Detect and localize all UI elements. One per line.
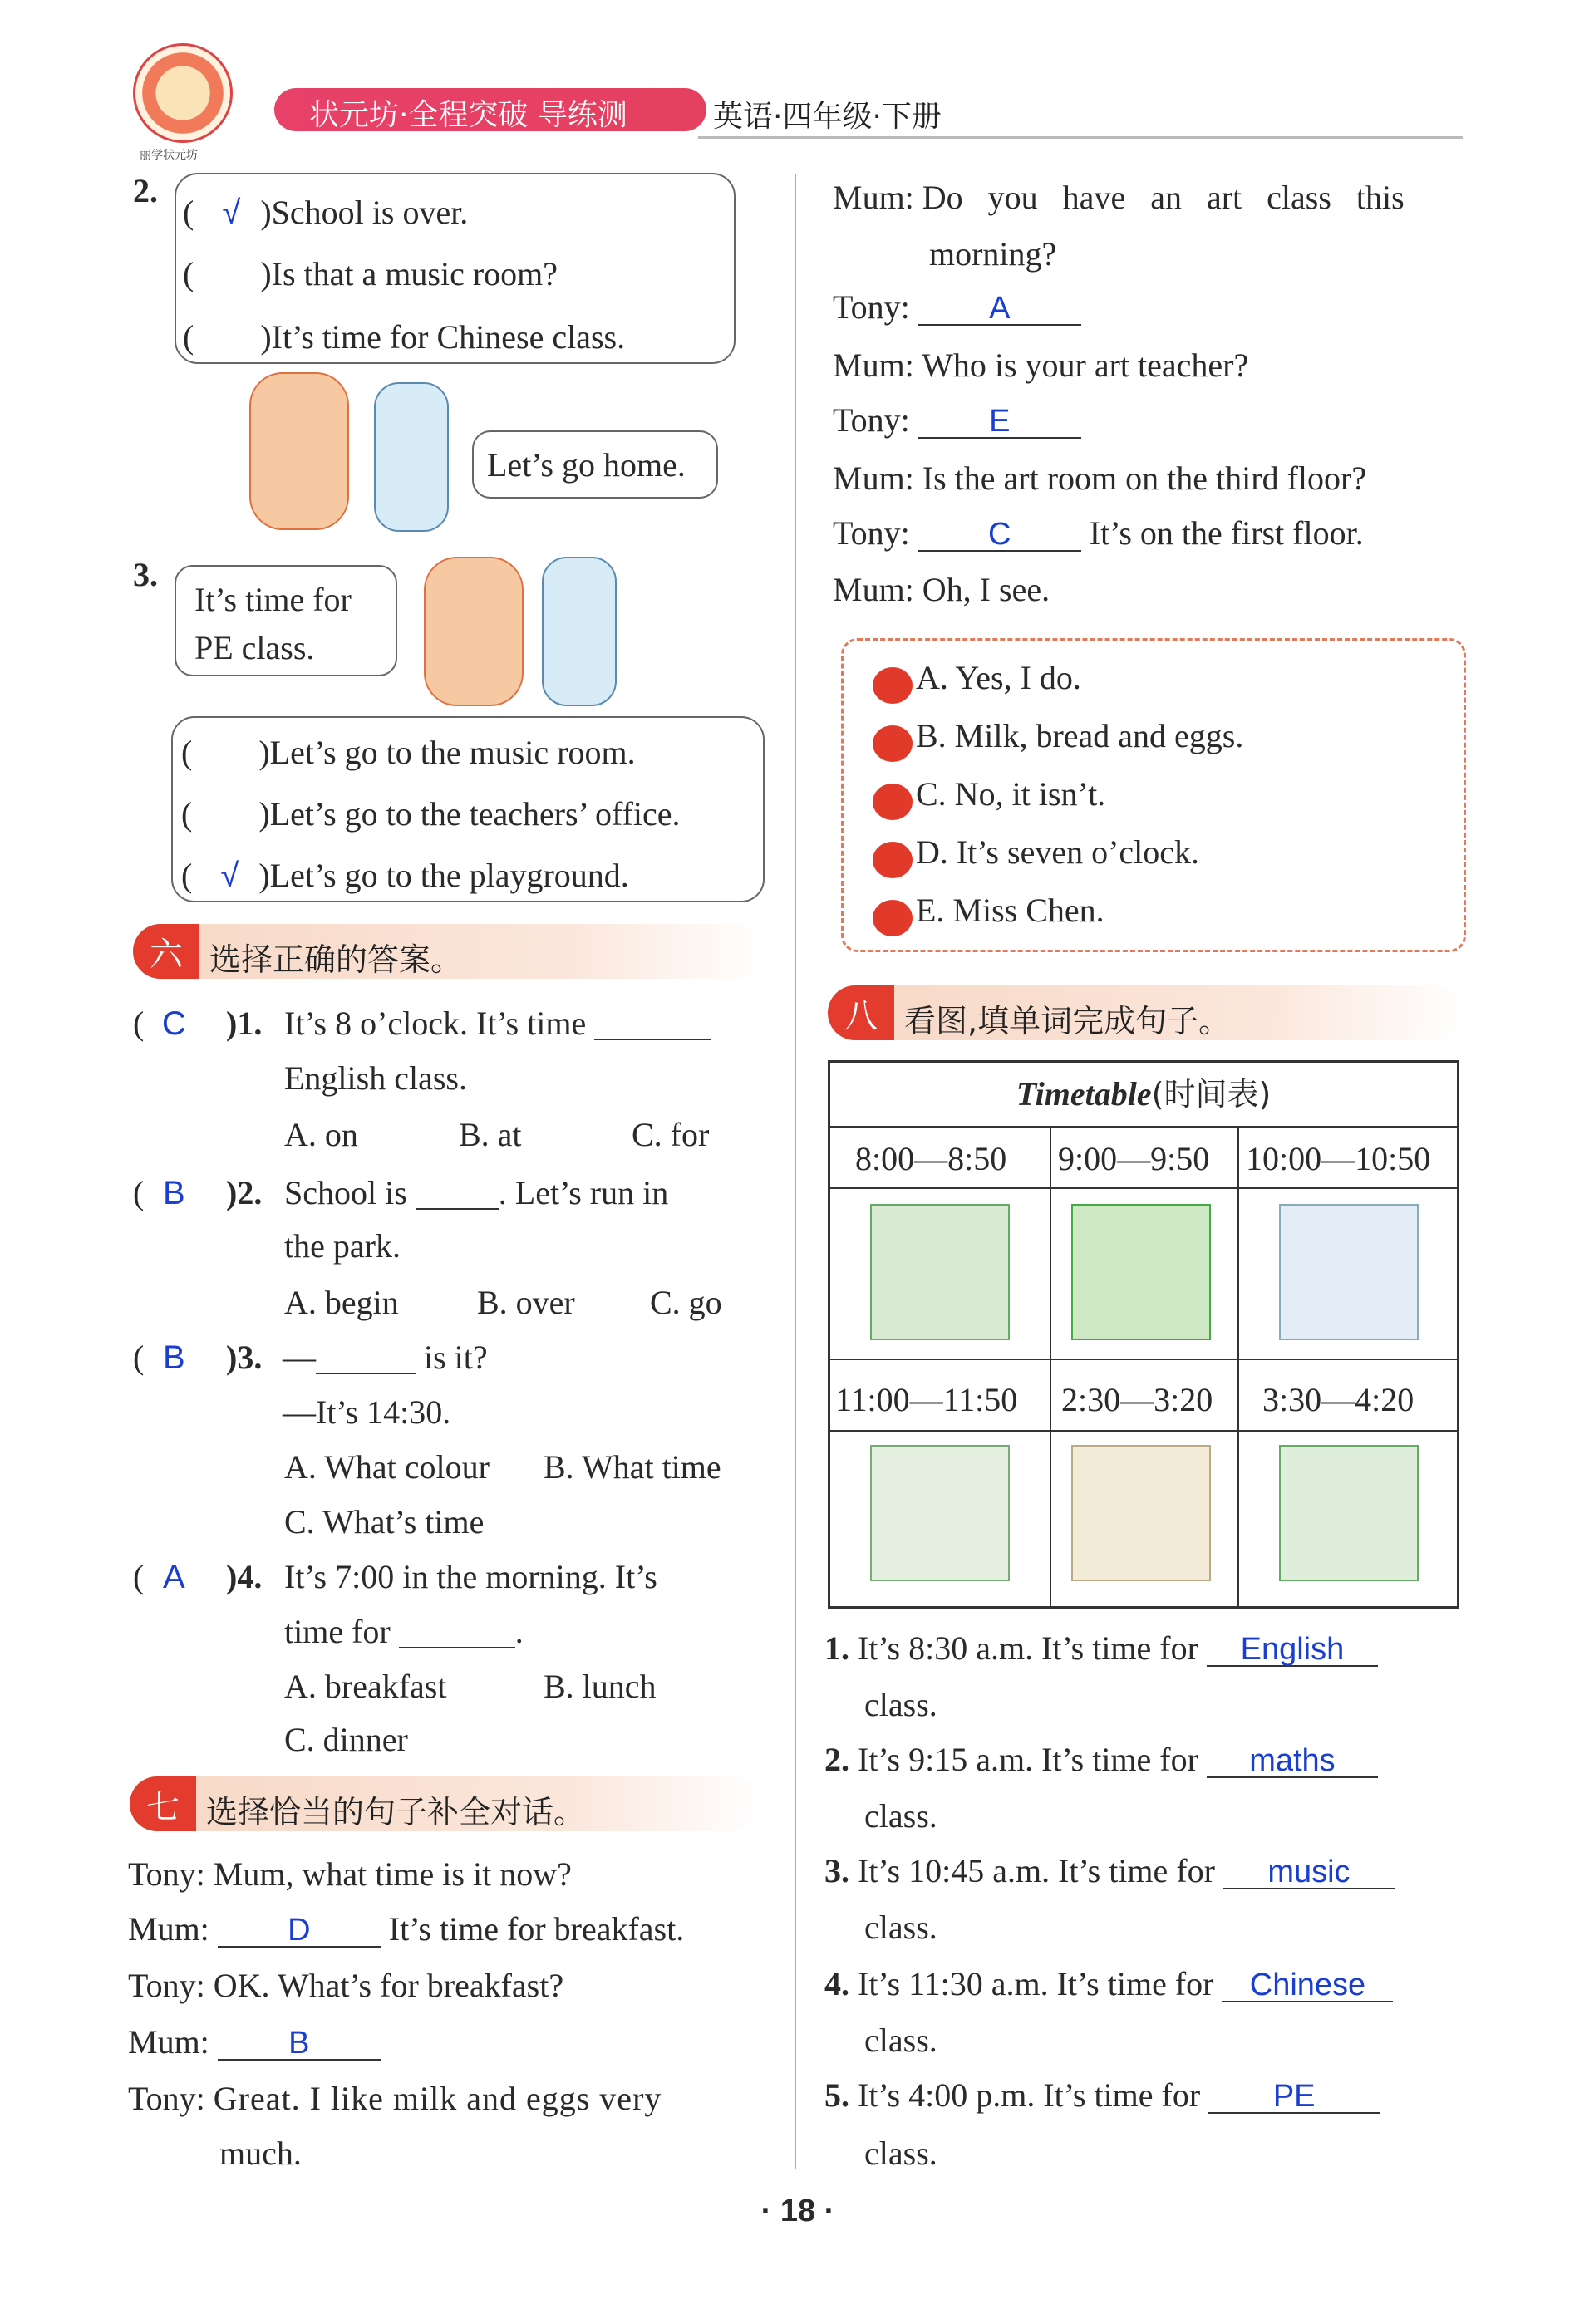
section-7-header xyxy=(130,1776,761,1831)
tt-hline-3 xyxy=(830,1430,1457,1432)
s8-sentence-1: 1. It’s 8:30 a.m. It’s time for English xyxy=(824,1632,1378,1667)
tt-hline-1 xyxy=(830,1187,1457,1189)
section-6-number: 六 xyxy=(133,924,199,979)
q3-option-3[interactable]: ( √ )Let’s go to the playground. xyxy=(181,857,629,894)
q2-option-1[interactable]: ( √ )School is over. xyxy=(183,194,469,231)
s7-right-line-3: Mum: Who is your art teacher? xyxy=(833,346,1249,384)
s6-item3-opt-a: A. What colour xyxy=(284,1448,490,1486)
q3-girl-illustration xyxy=(424,557,524,706)
s7-choice-c: C. No, it isn’t. xyxy=(873,778,1105,820)
s7-left-line-1: Tony: Mum, what time is it now? xyxy=(128,1855,572,1893)
tt-time-1: 8:00—8:50 xyxy=(855,1140,1007,1177)
s6-item2-num: )2. xyxy=(226,1174,263,1211)
s6-item4-opt-c: C. dinner xyxy=(284,1721,408,1758)
tt-img-pe xyxy=(1279,1445,1419,1581)
s7-choice-b: B. Milk, bread and eggs. xyxy=(873,720,1243,762)
q3-bubble-line2: PE class. xyxy=(194,629,315,666)
s6-item3-line1: — is it? xyxy=(283,1339,488,1376)
s6-item4-num: )4. xyxy=(226,1558,263,1595)
tt-img-chinese xyxy=(870,1445,1010,1581)
s7-right-line-4: Tony: E xyxy=(833,404,1081,439)
apple-icon xyxy=(873,784,913,820)
section-8-header xyxy=(828,985,1463,1040)
timetable-title-row xyxy=(830,1063,1457,1128)
s8-blank-4[interactable]: Chinese xyxy=(1222,1969,1393,2002)
tt-hline-2 xyxy=(830,1359,1457,1360)
s7-left-line-3: Tony: OK. What’s for breakfast? xyxy=(128,1967,564,2004)
logo-text: 丽学状元坊 xyxy=(140,149,198,162)
s8-sentence-5-end: class. xyxy=(864,2135,937,2172)
q2-option-3[interactable]: ( )It’s time for Chinese class. xyxy=(183,318,626,356)
s6-item3-num: )3. xyxy=(226,1339,263,1376)
s8-sentence-5: 5. It’s 4:00 p.m. It’s time for PE xyxy=(824,2079,1380,2114)
s6-item2-line1: School is . Let’s run in xyxy=(284,1174,669,1211)
s7-left-line-5: Tony: Great. I like milk and eggs very xyxy=(128,2080,662,2117)
s6-item1-answer[interactable]: ( C xyxy=(133,1005,186,1042)
q2-mark-1: √ xyxy=(222,194,241,231)
header-rule xyxy=(698,136,1463,139)
column-divider xyxy=(795,174,796,2169)
q3-bubble-line1: It’s time for xyxy=(194,581,352,618)
section-7-title: 选择恰当的句子补全对话。 xyxy=(206,1794,586,1830)
s6-item2-opt-b: B. over xyxy=(477,1284,575,1321)
s6-item2-opt-c: C. go xyxy=(650,1284,722,1321)
s7-right-line-7: Mum: Oh, I see. xyxy=(833,571,1050,608)
section-6-title: 选择正确的答案。 xyxy=(209,941,463,978)
apple-icon xyxy=(873,667,913,704)
tt-time-2: 9:00—9:50 xyxy=(1058,1140,1210,1177)
s8-sentence-3: 3. It’s 10:45 a.m. It’s time for music xyxy=(824,1855,1395,1889)
s7-blank-3[interactable]: A xyxy=(918,292,1081,326)
q2-boy-illustration xyxy=(374,382,449,532)
s6-item1-line1: It’s 8 o’clock. It’s time xyxy=(284,1007,711,1040)
s7-right-line-2: Tony: A xyxy=(833,291,1081,326)
page-number: · 18 · xyxy=(760,2194,835,2228)
s7-right-line-5: Mum: Is the art room on the third floor? xyxy=(833,459,1367,497)
q3-boy-illustration xyxy=(542,557,617,706)
section-7-number: 七 xyxy=(130,1776,196,1831)
tt-img-art xyxy=(1071,1445,1211,1581)
s7-choice-e: E. Miss Chen. xyxy=(873,894,1104,936)
timetable-title: Timetable xyxy=(1016,1075,1152,1113)
timetable xyxy=(828,1060,1459,1609)
s6-item4-opt-b: B. lunch xyxy=(544,1668,657,1705)
s8-sentence-4-end: class. xyxy=(864,2022,937,2059)
s8-blank-2[interactable]: maths xyxy=(1207,1745,1378,1778)
s6-item1-line2: English class. xyxy=(284,1059,467,1097)
s6-item2-line2: the park. xyxy=(284,1227,401,1265)
s7-right-line-1: Mum: Do you have an art class this xyxy=(833,179,1405,216)
s7-left-line-4: Mum: B xyxy=(128,2026,381,2061)
tt-img-music xyxy=(1279,1204,1419,1340)
tt-img-english xyxy=(870,1204,1010,1340)
timetable-title-cn: (时间表) xyxy=(1151,1076,1272,1113)
s6-item3-opt-c: C. What’s time xyxy=(284,1503,485,1540)
s6-item4-blank xyxy=(399,1617,515,1648)
tt-time-3: 10:00—10:50 xyxy=(1246,1140,1431,1177)
s8-blank-5[interactable]: PE xyxy=(1208,2081,1380,2114)
q3-option-2[interactable]: ( )Let’s go to the teachers’ office. xyxy=(181,795,681,833)
s7-blank-5[interactable]: C xyxy=(918,518,1081,552)
s7-blank-2[interactable]: B xyxy=(218,2027,381,2061)
s6-item1-opt-c: C. for xyxy=(632,1116,710,1153)
s8-sentence-1-end: class. xyxy=(864,1686,937,1723)
logo xyxy=(133,43,233,143)
s8-blank-1[interactable]: English xyxy=(1207,1634,1378,1667)
s6-item1-opt-a: A. on xyxy=(284,1116,358,1153)
q2-number: 2. xyxy=(133,172,158,209)
s7-left-line-5-cont: much. xyxy=(219,2135,302,2172)
s6-item3-line2: —It’s 14:30. xyxy=(283,1393,451,1431)
section-6-header xyxy=(133,924,765,979)
tt-img-maths xyxy=(1071,1204,1211,1340)
tt-time-6: 3:30—4:20 xyxy=(1262,1381,1414,1418)
apple-icon xyxy=(873,842,913,878)
apple-icon xyxy=(873,900,913,936)
tt-time-5: 2:30—3:20 xyxy=(1061,1381,1213,1418)
series-title: 状元坊·全程突破 导练测 xyxy=(309,98,627,132)
s7-blank-1[interactable]: D xyxy=(218,1914,381,1948)
s6-item4-answer[interactable]: ( A xyxy=(133,1558,185,1595)
s6-item3-answer[interactable]: ( B xyxy=(133,1339,185,1376)
s6-item2-answer[interactable]: ( B xyxy=(133,1174,185,1211)
s6-item1-num: )1. xyxy=(226,1005,263,1042)
tt-vline-2 xyxy=(1237,1128,1239,1606)
q2-bubble-text: Let’s go home. xyxy=(487,446,686,484)
s8-sentence-4: 4. It’s 11:30 a.m. It’s time for Chinese xyxy=(824,1968,1393,2002)
s8-blank-3[interactable]: music xyxy=(1223,1856,1395,1889)
s7-blank-4[interactable]: E xyxy=(918,405,1081,439)
s6-item3-blank xyxy=(316,1343,416,1374)
s6-item1-opt-b: B. at xyxy=(459,1116,522,1153)
s6-item3-opt-b: B. What time xyxy=(544,1448,721,1486)
tt-vline-1 xyxy=(1050,1128,1051,1606)
q2-option-2[interactable]: ( )Is that a music room? xyxy=(183,255,558,292)
subject-title: 英语·四年级·下册 xyxy=(713,100,942,134)
s7-left-line-2: Mum: D It’s time for breakfast. xyxy=(128,1910,685,1948)
s7-choice-a: A. Yes, I do. xyxy=(873,661,1081,704)
s8-sentence-2-end: class. xyxy=(864,1797,937,1835)
s7-right-line-6: Tony: C It’s on the first floor. xyxy=(833,514,1364,552)
s6-item1-blank xyxy=(594,1009,711,1040)
q2-girl-illustration xyxy=(249,372,349,530)
apple-icon xyxy=(873,725,913,762)
section-8-number: 八 xyxy=(828,985,894,1040)
s6-item2-opt-a: A. begin xyxy=(284,1284,399,1321)
s6-item4-line1: It’s 7:00 in the morning. It’s xyxy=(284,1558,657,1595)
s8-sentence-2: 2. It’s 9:15 a.m. It’s time for maths xyxy=(824,1743,1378,1778)
section-8-title: 看图,填单词完成句子。 xyxy=(904,1003,1231,1039)
q3-mark-3: √ xyxy=(220,857,239,894)
q3-option-1[interactable]: ( )Let’s go to the music room. xyxy=(181,734,636,771)
tt-time-4: 11:00—11:50 xyxy=(835,1381,1018,1418)
s7-choice-d: D. It’s seven o’clock. xyxy=(873,836,1199,878)
s6-item2-blank xyxy=(416,1178,499,1210)
s8-sentence-3-end: class. xyxy=(864,1909,937,1946)
s6-item4-line2: time for . xyxy=(284,1613,524,1650)
s6-item4-opt-a: A. breakfast xyxy=(284,1668,447,1705)
q3-number: 3. xyxy=(133,556,158,593)
s7-right-line-1-cont: morning? xyxy=(929,235,1057,273)
